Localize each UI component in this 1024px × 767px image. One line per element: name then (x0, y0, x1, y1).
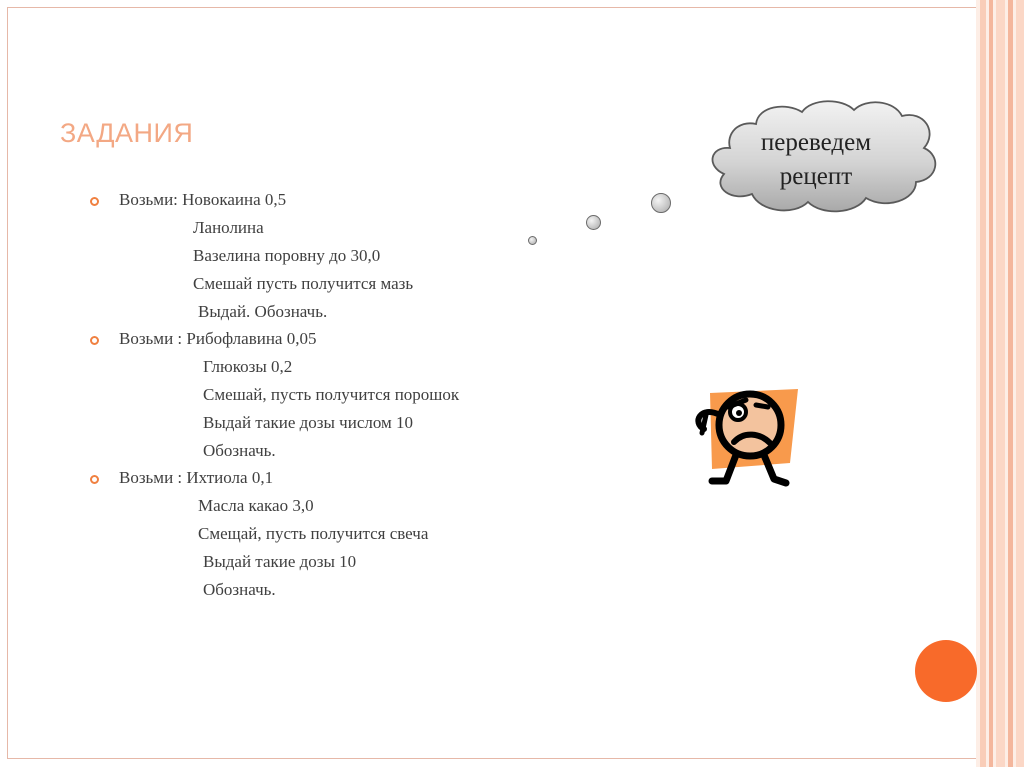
recipe-2-line-5: Обозначь. (203, 441, 276, 460)
orange-circle-icon (915, 640, 977, 702)
thought-text-line-2: рецепт (779, 163, 853, 190)
thought-bubble-medium (586, 215, 601, 230)
thought-text (712, 126, 920, 194)
recipe-3-line-3: Смещай, пусть получится свеча (198, 524, 429, 543)
confused-figure-icon (690, 385, 805, 490)
bullet-icon (90, 336, 99, 345)
recipe-3-line-1: Возьми : Ихтиола 0,1 (119, 468, 274, 487)
slide-title: ЗАДАНИЯ (60, 118, 194, 148)
recipe-3-line-4: Выдай такие дозы 10 (203, 552, 357, 571)
recipe-1-line-1: Возьми: Новокаина 0,5 (119, 190, 287, 209)
recipe-2-line-3: Смешай, пусть получится порошок (203, 385, 460, 404)
thought-text-line-1: переведем (760, 129, 872, 156)
bullet-icon (90, 197, 99, 206)
recipe-3-line-5: Обозначь. (203, 580, 276, 599)
recipe-3-line-2: Масла какао 3,0 (198, 496, 314, 515)
bullet-icon (90, 475, 99, 484)
recipe-2-line-2: Глюкозы 0,2 (203, 357, 293, 376)
thought-bubble-large (651, 193, 671, 213)
recipe-1-line-3: Вазелина поровну до 30,0 (193, 246, 381, 265)
recipe-2-line-4: Выдай такие дозы числом 10 (203, 413, 414, 432)
decorative-stripes (976, 0, 1024, 767)
recipe-1-line-5: Выдай. Обозначь. (198, 302, 328, 321)
recipe-1-line-4: Смешай пусть получится мазь (193, 274, 414, 293)
recipe-2-line-1: Возьми : Рибофлавина 0,05 (119, 329, 317, 348)
recipe-1-line-2: Ланолина (193, 218, 264, 237)
thought-bubble-small (528, 236, 537, 245)
